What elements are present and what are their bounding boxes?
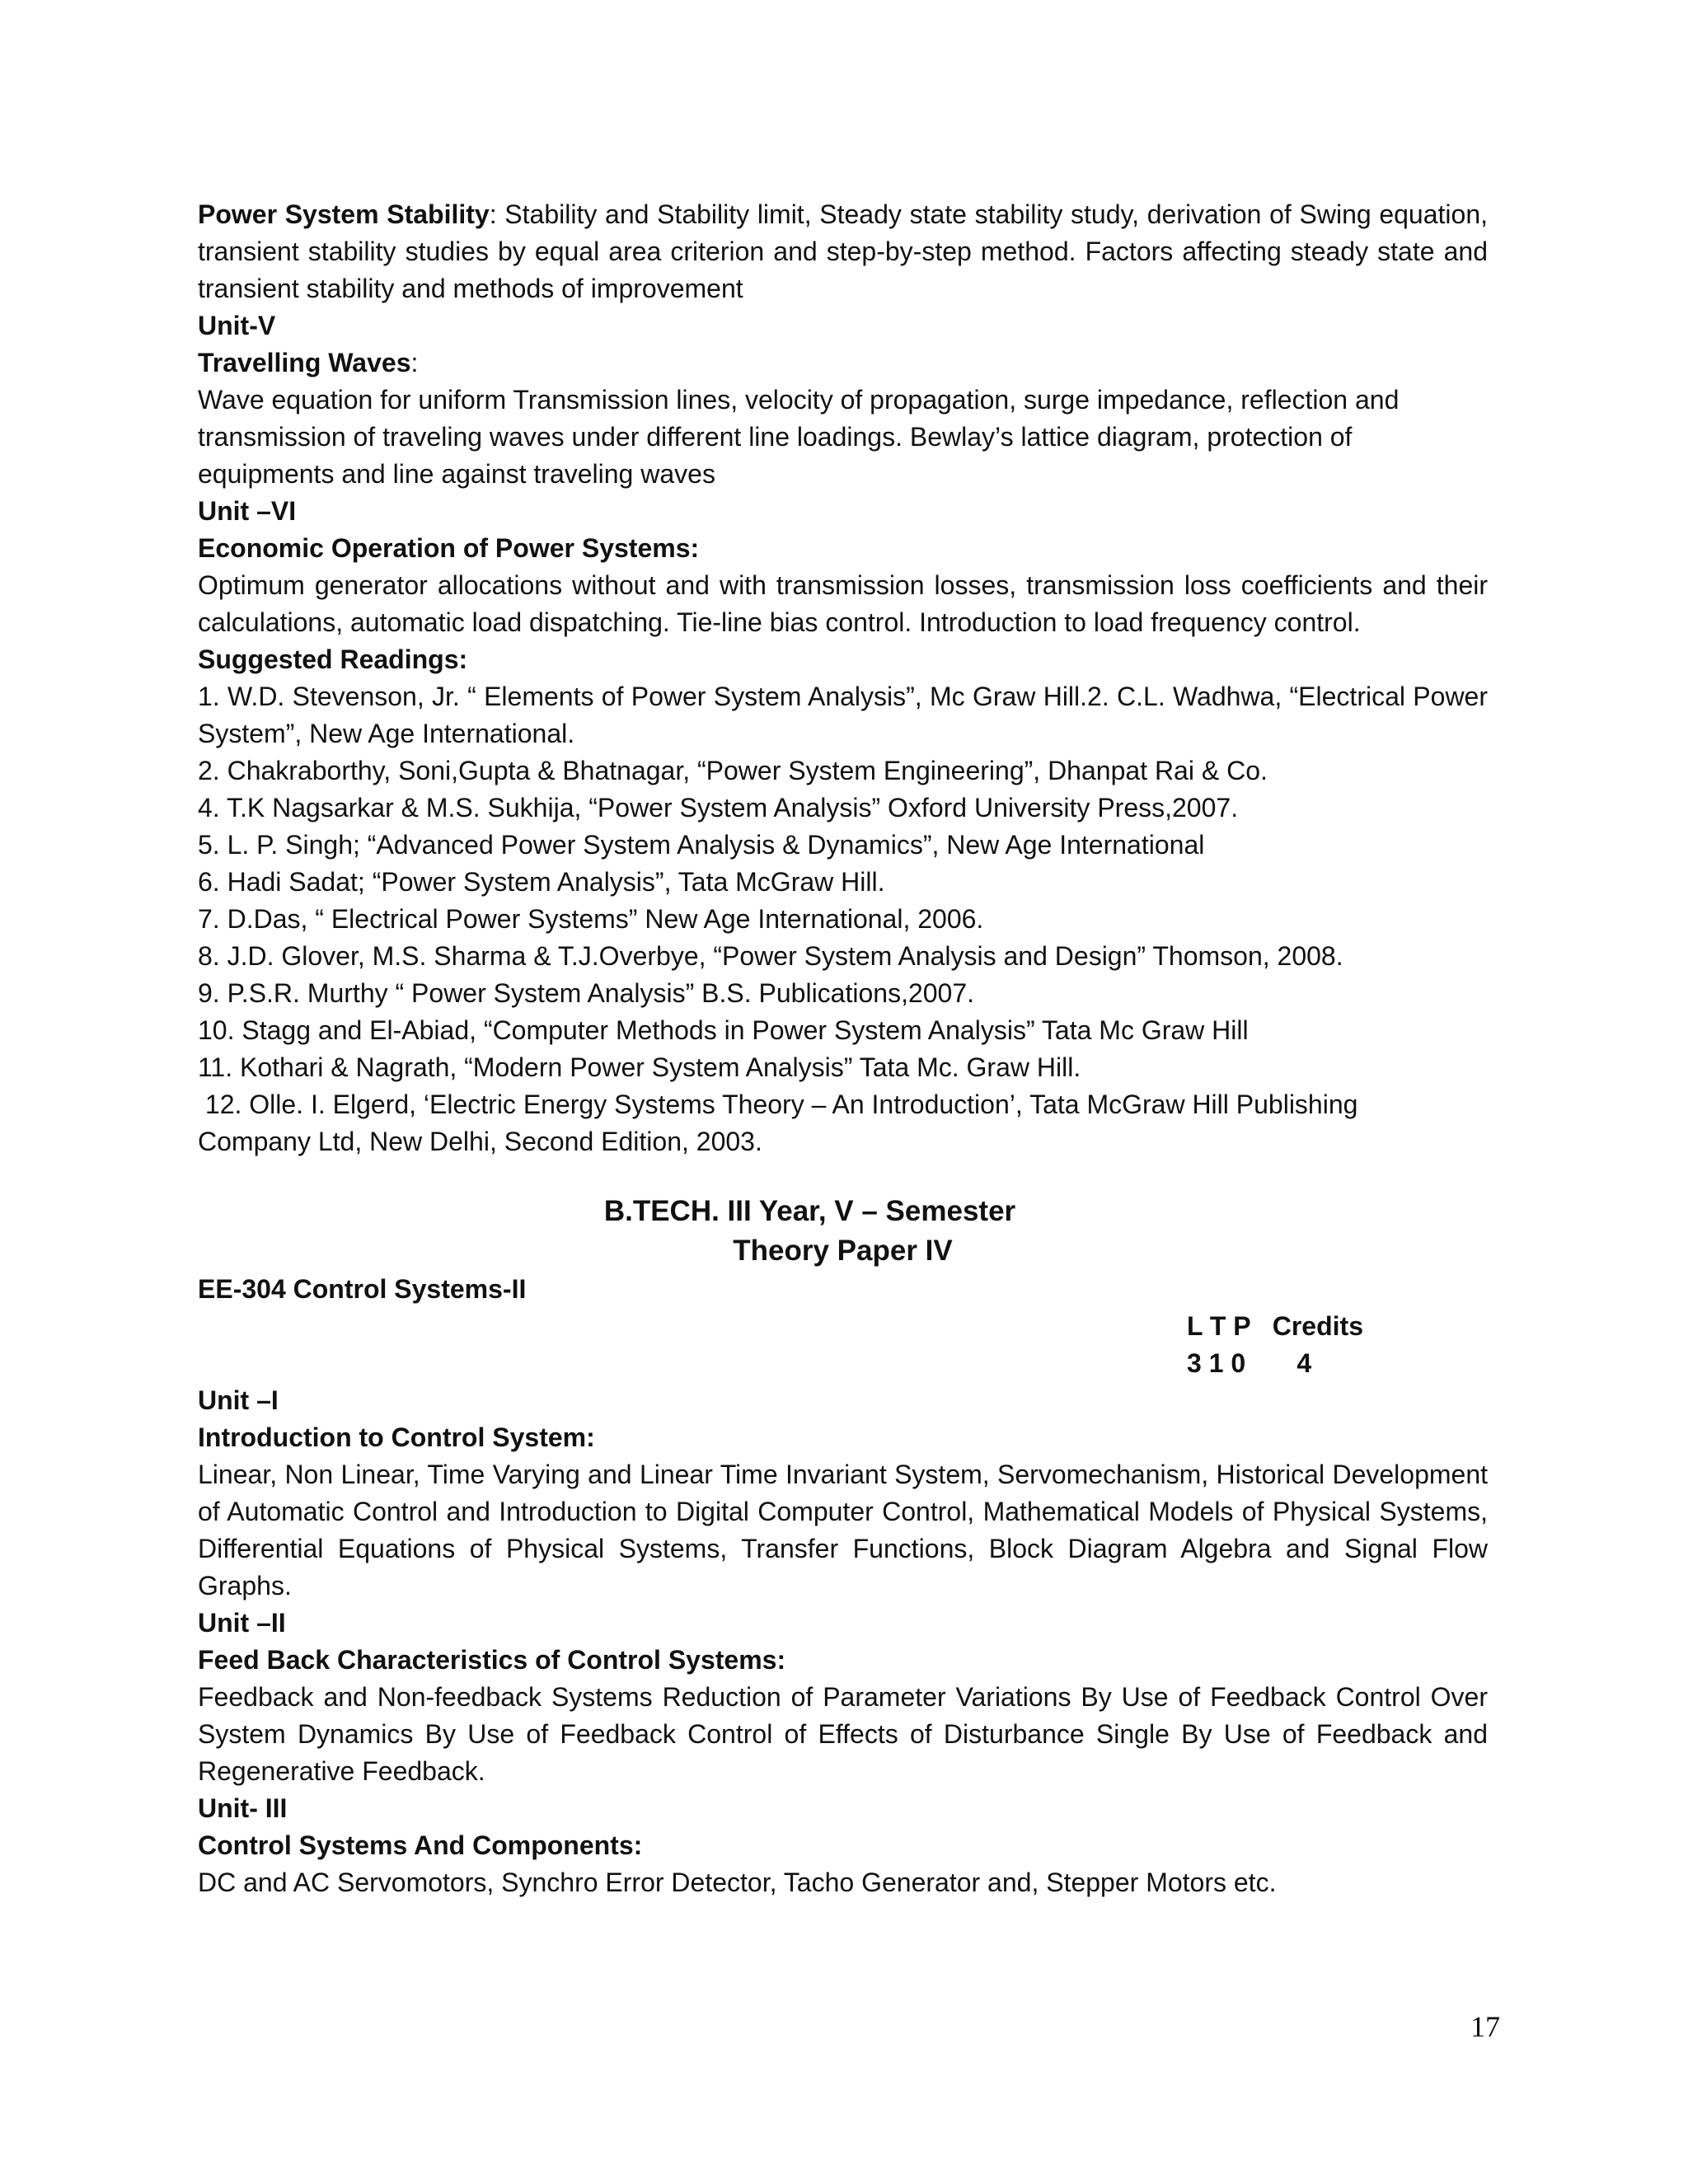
ltp-credits-block: [198, 1308, 1488, 1382]
course-code-title: EE-304 Control Systems-II: [198, 1274, 527, 1304]
unit5-topic-line: [198, 344, 1488, 382]
stability-heading: Power System Stability: [198, 199, 490, 229]
reading-item: 11. Kothari & Nagrath, “Modern Power System Analysis” Tata Mc. Graw Hill.: [198, 1052, 1081, 1082]
reading-item: 12. Olle. I. Elgerd, ‘Electric Energy Systems Theory – An Introduction’, Tata McGraw Hill Publishing Company Ltd, New Delhi, Second Edition, 2003.: [198, 1090, 1366, 1156]
ltp-values: 3 1 0 4: [1187, 1348, 1312, 1378]
ltp-header: L T P Credits: [1187, 1311, 1363, 1341]
cs-unit2-topic: Feed Back Characteristics of Control Systems:: [198, 1645, 786, 1675]
readings-list: [198, 678, 1488, 1160]
reading-item: 7. D.Das, “ Electrical Power Systems” New Age International, 2006.: [198, 904, 984, 934]
unit6-label: Unit –VI: [198, 496, 297, 526]
unit6-topic: Economic Operation of Power Systems:: [198, 533, 700, 563]
semester-title: B.TECH. III Year, V – Semester: [603, 1195, 1016, 1227]
cs-unit3-text: DC and AC Servomotors, Synchro Error Detector, Tacho Generator and, Stepper Motors etc.: [198, 1868, 1277, 1897]
cs-unit1-label: Unit –I: [198, 1385, 279, 1415]
unit5-label: Unit-V: [198, 311, 276, 340]
unit5-text: Wave equation for uniform Transmission lines, velocity of propagation, surge impedance, reflection and transmission of traveling waves under different line loadings. Bewlay’s lattice diagram, protection of equipments and line against traveling waves: [198, 385, 1400, 489]
cs-unit3-topic: Control Systems And Components:: [198, 1830, 643, 1860]
reading-item: 10. Stagg and El-Abiad, “Computer Methods in Power System Analysis” Tata Mc Graw Hill: [198, 1015, 1249, 1045]
unit5-topic-suffix: :: [410, 348, 419, 377]
reading-item: 4. T.K Nagsarkar & M.S. Sukhija, “Power System Analysis” Oxford University Press,2007.: [198, 793, 1239, 823]
reading-item: 8. J.D. Glover, M.S. Sharma & T.J.Overbye, “Power System Analysis and Design” Thomson, 2008.: [198, 941, 1343, 971]
reading-item: 9. P.S.R. Murthy “ Power System Analysis” B.S. Publications,2007.: [198, 978, 975, 1008]
section-spacer: [198, 1160, 1488, 1192]
stability-paragraph: [198, 196, 1488, 307]
cs-unit1-topic: Introduction to Control System:: [198, 1422, 595, 1452]
cs-unit1-text: Linear, Non Linear, Time Varying and Linear Time Invariant System, Servomechanism, Historical Development of Automatic Control and Introduction to Digital Computer Control, Mathematical Models of Physical Systems, Differential Equations of Physical Systems, Transfer Functions, Block Diagram Algebra and Signal Flow Graphs.: [198, 1460, 1488, 1601]
readings-heading: Suggested Readings:: [198, 644, 468, 674]
reading-item: 1. W.D. Stevenson, Jr. “ Elements of Power System Analysis”, Mc Graw Hill.2. C.L. Wadhwa, “Electrical Power System”, New Age International.: [198, 682, 1488, 748]
unit6-text: Optimum generator allocations without and with transmission losses, transmission loss coefficients and their calculations, automatic load dispatching. Tie-line bias control. Introduction to load frequency control.: [198, 570, 1488, 637]
reading-item: 5. L. P. Singh; “Advanced Power System Analysis & Dynamics”, New Age International: [198, 830, 1205, 860]
reading-item: 2. Chakraborthy, Soni,Gupta & Bhatnagar, “Power System Engineering”, Dhanpat Rai & Co.: [198, 756, 1268, 785]
cs-unit2-label: Unit –II: [198, 1608, 286, 1638]
page-content: [198, 196, 1488, 1901]
cs-unit3-label: Unit- III: [198, 1793, 288, 1823]
stability-text: : Stability and Stability limit, Steady state stability study, derivation of Swing equation, transient stability studies by equal area criterion and step-by-step method. Factors affecting steady state and transient stability and methods of improvement: [198, 199, 1489, 303]
reading-item: 6. Hadi Sadat; “Power System Analysis”, Tata McGraw Hill.: [198, 867, 885, 897]
paper-title: Theory Paper IV: [733, 1235, 953, 1267]
unit5-topic: Travelling Waves: [198, 348, 411, 377]
cs-unit2-text: Feedback and Non-feedback Systems Reduction of Parameter Variations By Use of Feedback Control Over System Dynamics By Use of Feedback Control of Effects of Disturbance Single By Use of Feedback and Regenerative Feedback.: [198, 1682, 1488, 1786]
page-number: 17: [1470, 2010, 1500, 2043]
